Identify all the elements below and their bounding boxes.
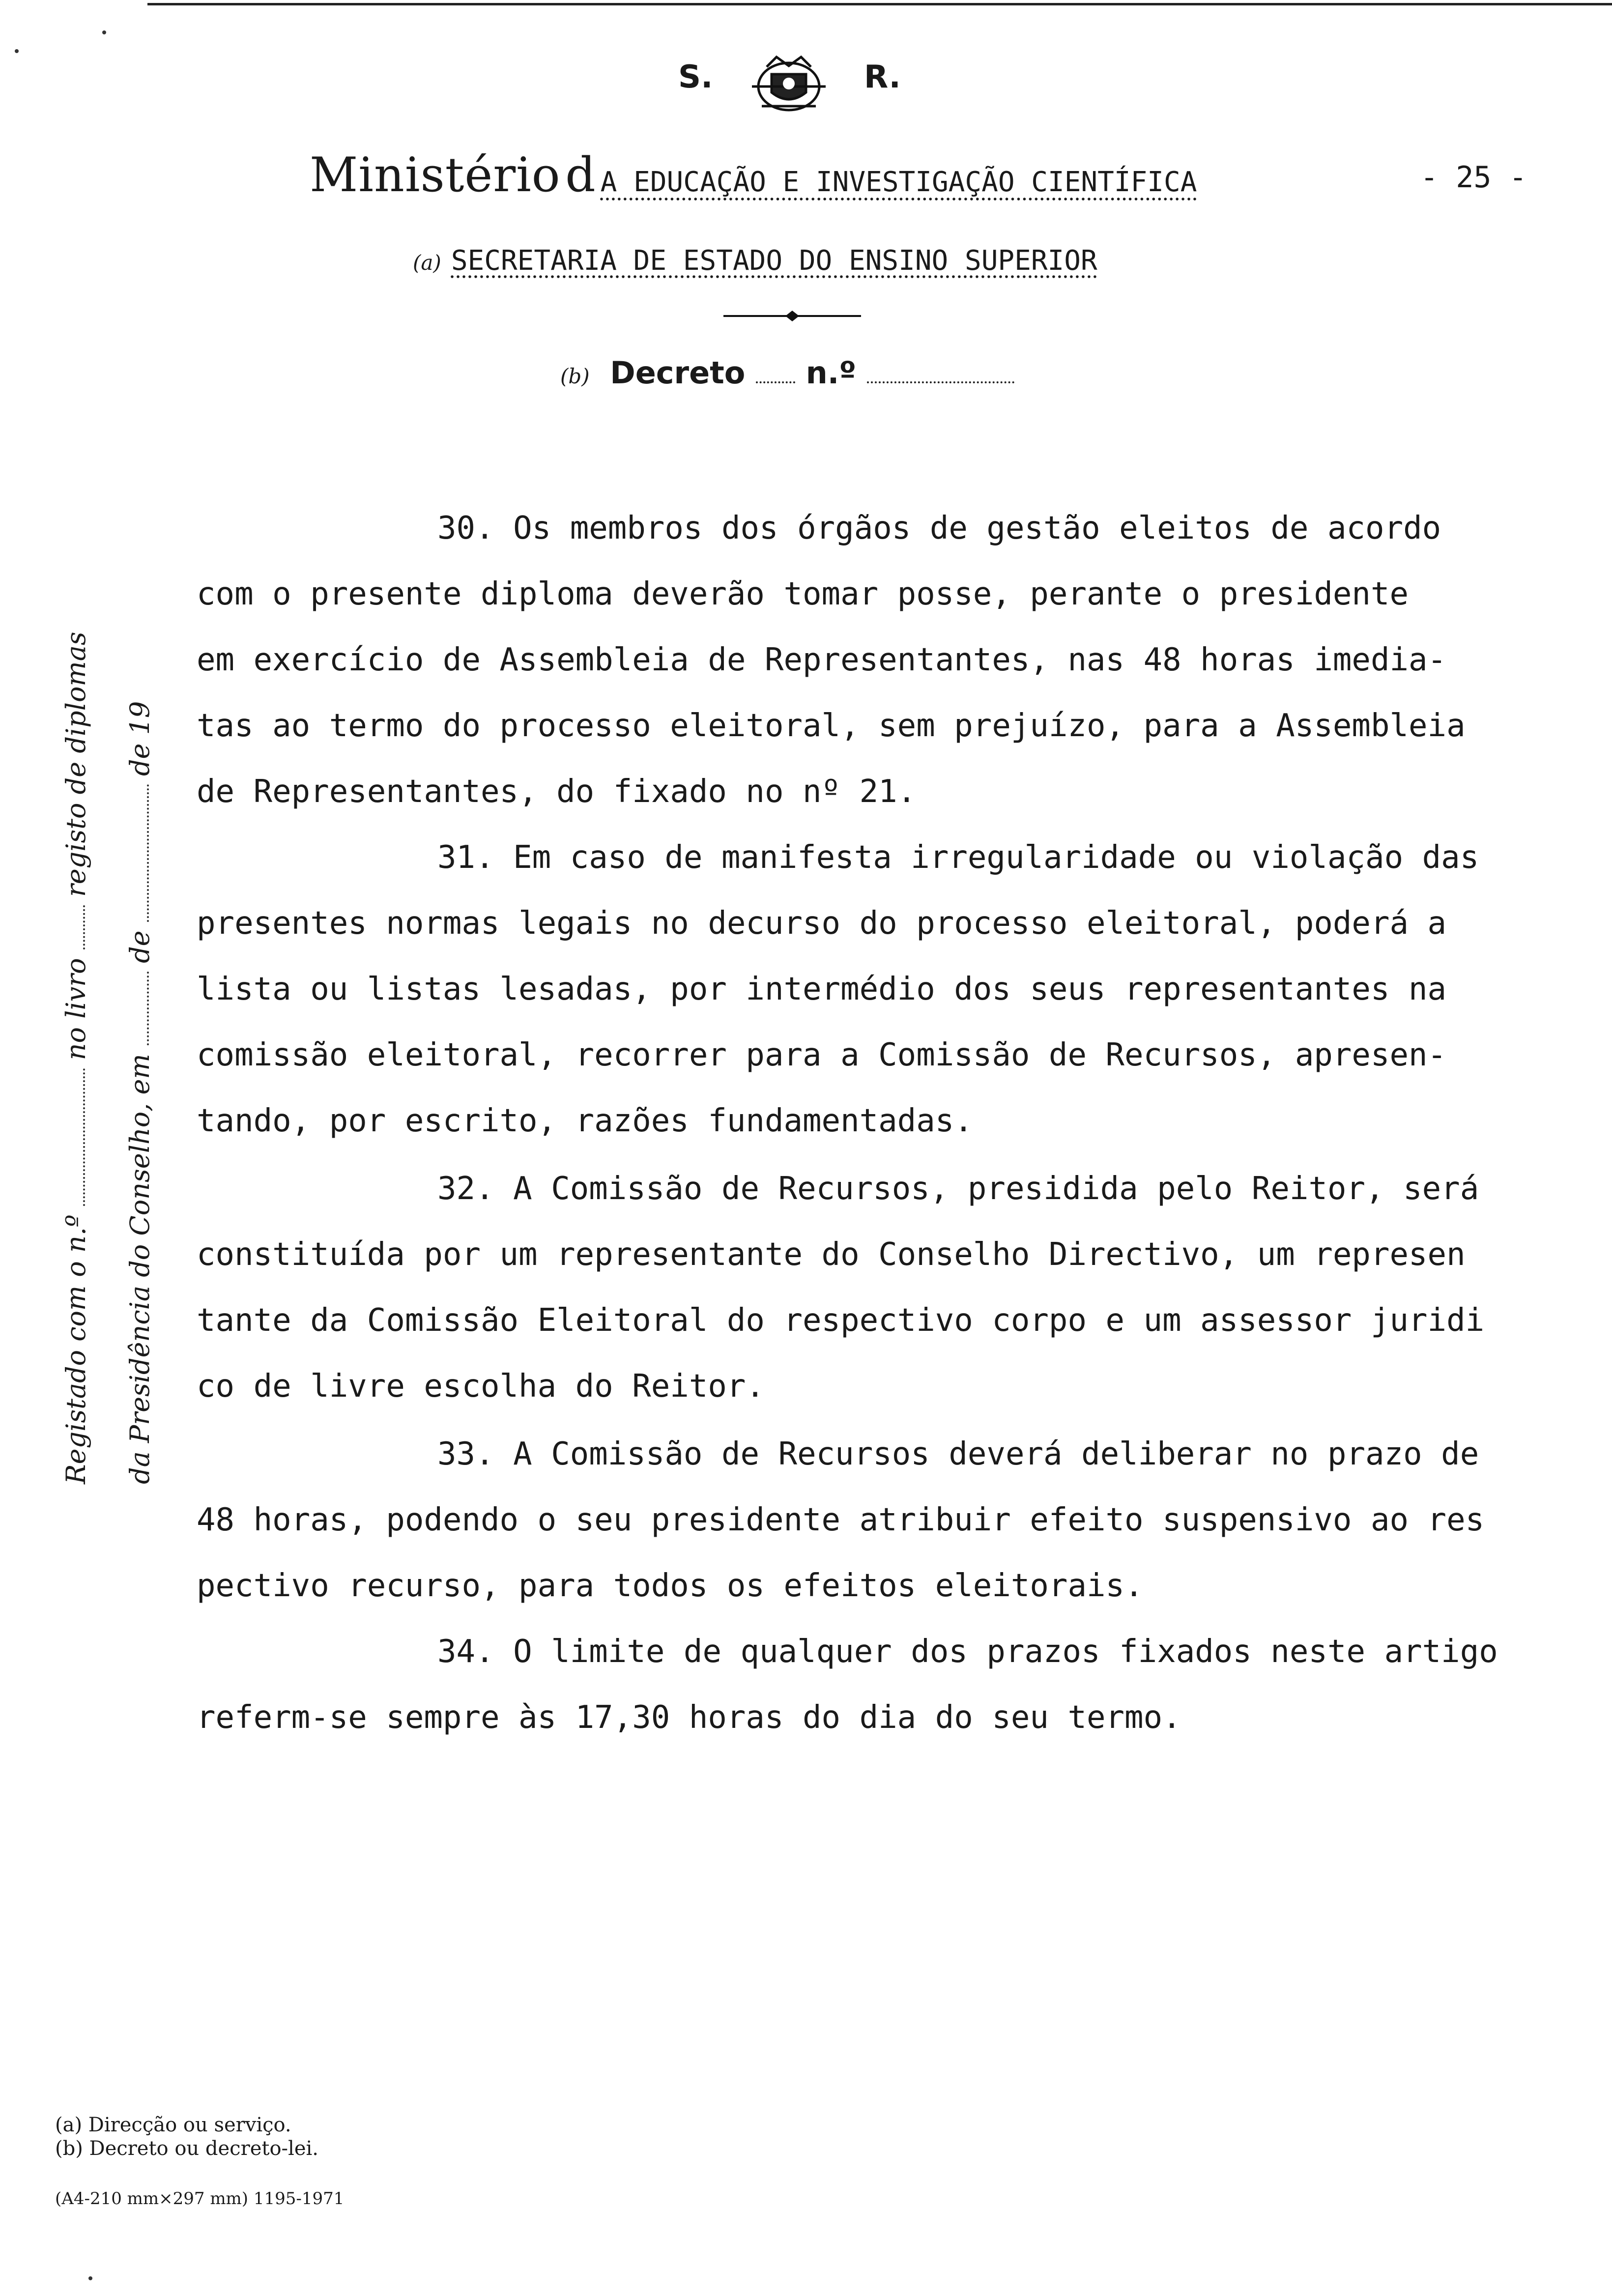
margin-text: no livro xyxy=(60,958,91,1061)
number-blank xyxy=(867,376,1014,383)
number-label: n.º xyxy=(806,355,857,391)
text-line: 34. O limite de qualquer dos prazos fixados neste artigo xyxy=(437,1634,1498,1670)
paragraph-32 xyxy=(197,1156,1553,1419)
margin-text: da Presidência do Conselho, em xyxy=(124,1054,155,1484)
text-line: tando, por escrito, razões fundamentadas. xyxy=(197,1103,973,1139)
letterhead-right-letter: R. xyxy=(864,59,901,95)
secretaria-heading xyxy=(413,245,1097,277)
text-line: com o presente diploma deverão tomar posse, perante o presidente xyxy=(197,576,1409,612)
text-line: 32. A Comissão de Recursos, presidida pelo Reitor, será xyxy=(437,1171,1479,1207)
secretaria-name: SECRETARIA DE ESTADO DO ENSINO SUPERIOR xyxy=(451,245,1097,277)
text-line: pectivo recurso, para todos os efeitos eleitorais. xyxy=(197,1568,1144,1604)
text-line: comissão eleitoral, recorrer para a Comissão de Recursos, apresen- xyxy=(197,1037,1447,1073)
text-line: em exercício de Assembleia de Representantes, nas 48 horas imedia- xyxy=(197,642,1447,678)
coat-of-arms-icon xyxy=(747,47,831,121)
paragraph-30 xyxy=(197,495,1553,825)
text-line: 31. Em caso de manifesta irregularidade ou violação das xyxy=(437,839,1479,876)
margin-line-1 xyxy=(44,631,108,1484)
margin-text: registo de diplomas xyxy=(60,631,91,897)
margin-text: de 19 xyxy=(124,701,155,776)
margin-line-2 xyxy=(108,631,172,1484)
text-line: constituída por um representante do Conselho Directivo, um represen xyxy=(197,1236,1466,1273)
top-border-line xyxy=(147,3,1612,5)
text-line: referm-se sempre às 17,30 horas do dia do seu termo. xyxy=(197,1699,1181,1736)
text-line: de Representantes, do fixado no nº 21. xyxy=(197,774,917,810)
margin-blank xyxy=(79,1068,85,1206)
text-line: 30. Os membros dos órgãos de gestão eleitos de acordo xyxy=(437,510,1441,546)
text-line: lista ou listas lesadas, por intermédio dos seus representantes na xyxy=(197,971,1447,1007)
divider-ornament xyxy=(723,309,861,323)
margin-text: de xyxy=(124,930,155,963)
text-line: tante da Comissão Eleitoral do respectivo corpo e um assessor juridi xyxy=(197,1302,1485,1339)
decreto-label: Decreto xyxy=(610,355,746,391)
footnotes xyxy=(55,2113,318,2160)
footnote-b: (b) Decreto ou decreto-lei. xyxy=(55,2137,319,2160)
ministry-initial: d xyxy=(565,147,596,202)
speck xyxy=(102,30,106,34)
text-line: presentes normas legais no decurso do processo eleitoral, poderá a xyxy=(197,905,1447,942)
margin-blank xyxy=(143,972,149,1045)
text-line: tas ao termo do processo eleitoral, sem prejuízo, para a Assembleia xyxy=(197,708,1466,744)
page-number: - 25 - xyxy=(1420,160,1527,195)
margin-blank xyxy=(143,784,149,922)
ministry-heading xyxy=(310,147,1197,202)
letterhead-left-letter: S. xyxy=(678,59,713,95)
text-line: 33. A Comissão de Recursos deverá deliberar no prazo de xyxy=(437,1436,1479,1472)
paragraph-34 xyxy=(197,1619,1553,1751)
margin-text: Registado com o n.º xyxy=(60,1214,91,1484)
footnote-marker-b: (b) xyxy=(560,364,590,388)
ministry-label: Ministério xyxy=(310,147,561,202)
speck xyxy=(88,2276,92,2280)
margin-register-note xyxy=(44,631,172,1484)
print-info: (A4-210 mm×297 mm) 1195-1971 xyxy=(55,2189,345,2209)
ministry-name: A EDUCAÇÃO E INVESTIGAÇÃO CIENTÍFICA xyxy=(600,166,1197,198)
speck xyxy=(15,49,19,53)
text-line: 48 horas, podendo o seu presidente atribuir efeito suspensivo ao res xyxy=(197,1502,1485,1538)
decreto-line xyxy=(560,355,1014,391)
paragraph-31 xyxy=(197,825,1553,1154)
text-line: co de livre escolha do Reitor. xyxy=(197,1368,765,1405)
paragraph-33 xyxy=(197,1421,1553,1619)
margin-blank xyxy=(79,905,85,949)
footnote-marker-a: (a) xyxy=(413,251,441,275)
footnote-a: (a) Direcção ou serviço. xyxy=(55,2114,291,2136)
decreto-blank xyxy=(756,376,795,383)
